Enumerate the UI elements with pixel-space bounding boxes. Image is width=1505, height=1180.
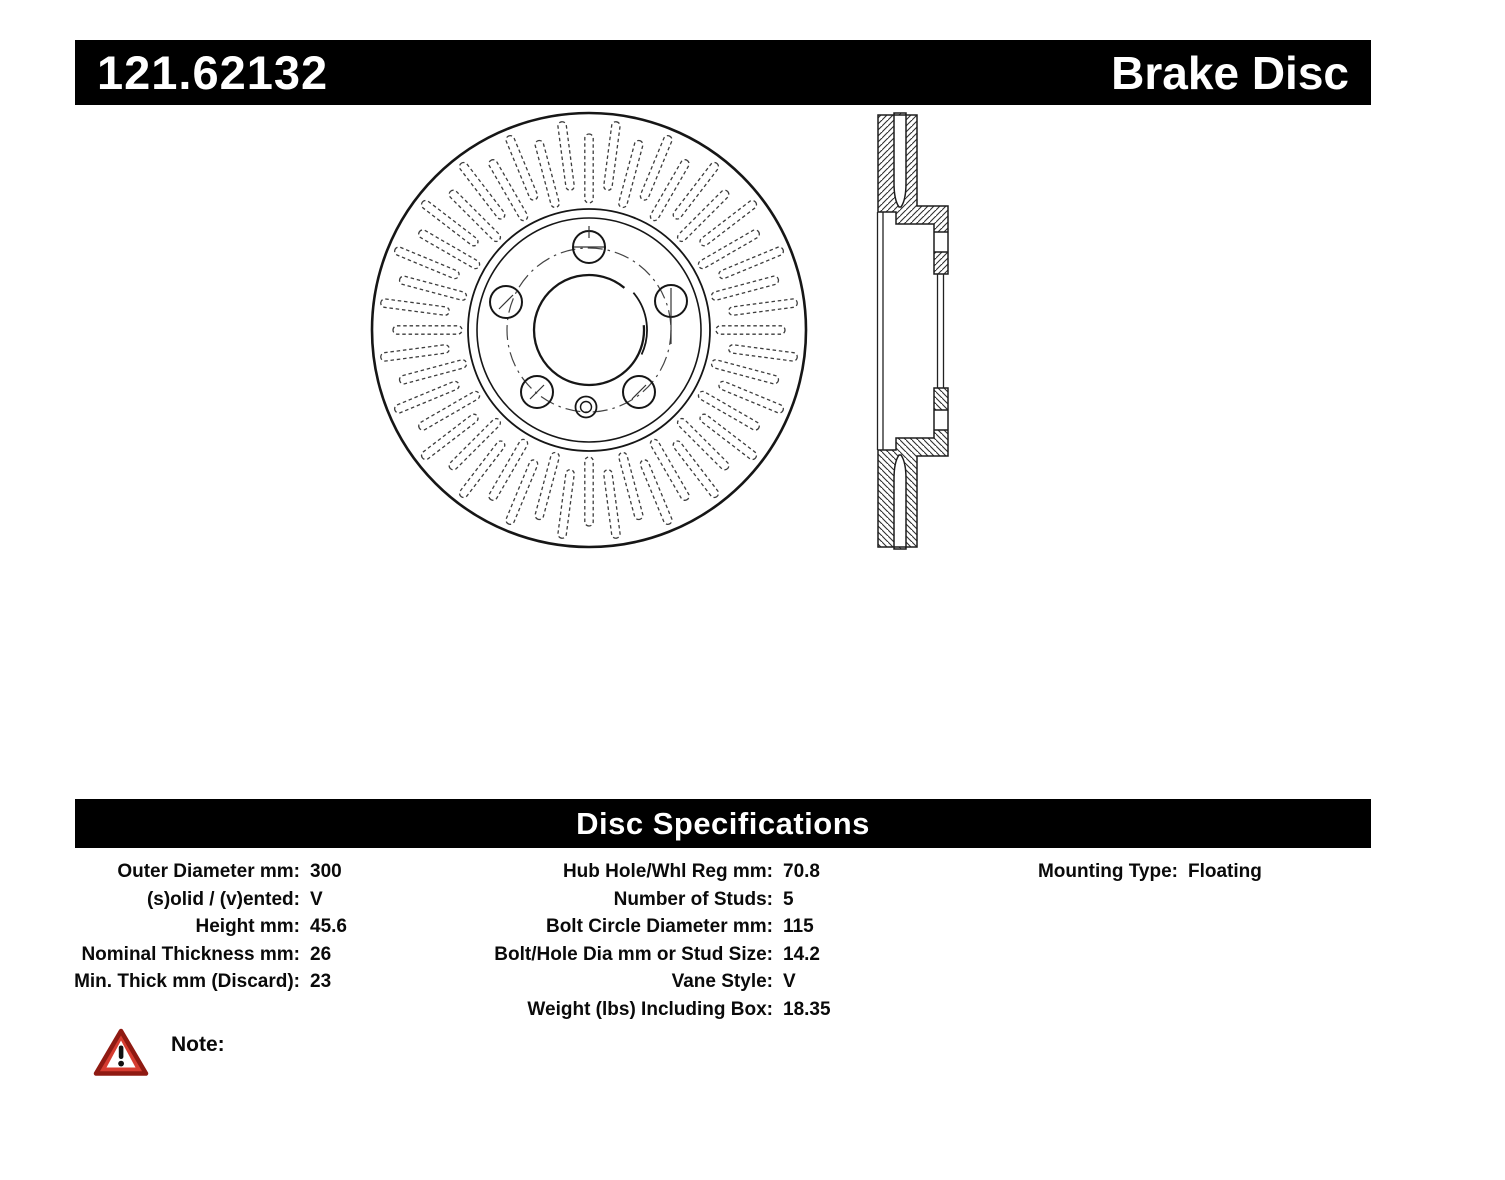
spec-value: 300 xyxy=(310,861,342,882)
vane-slot xyxy=(557,469,574,539)
rotor-outer-edge xyxy=(372,113,806,547)
vane-slot xyxy=(505,459,539,526)
spec-column-right xyxy=(905,858,1262,886)
vane-slot xyxy=(711,359,780,385)
vane-slot xyxy=(534,140,560,209)
vane-slot xyxy=(603,121,620,191)
header-bar xyxy=(75,40,1371,105)
product-title: Brake Disc xyxy=(1111,46,1349,99)
vane-slot xyxy=(393,246,460,280)
vane-slot xyxy=(447,188,502,243)
vane-slot xyxy=(676,417,731,472)
spec-label: Bolt Circle Diameter mm: xyxy=(545,916,773,937)
vane-slot xyxy=(618,452,644,521)
spec-label: Hub Hole/Whl Reg mm: xyxy=(562,861,773,882)
vane-slot xyxy=(393,326,462,334)
vane-slot xyxy=(649,438,691,502)
spec-row xyxy=(470,941,831,969)
spec-row xyxy=(470,996,831,1024)
vane-slot xyxy=(649,158,691,222)
spec-label: Nominal Thickness mm: xyxy=(81,943,300,965)
vane-slot xyxy=(718,380,785,414)
vane-slot xyxy=(399,275,468,301)
vane-slot xyxy=(639,134,673,201)
set-screw-hole xyxy=(576,397,597,418)
spec-row xyxy=(55,886,347,914)
vane-slot xyxy=(711,275,780,301)
vane-slot xyxy=(487,438,529,502)
vane-slot xyxy=(728,298,798,315)
spec-value: 14.2 xyxy=(783,943,820,965)
vane-slot xyxy=(618,140,644,209)
front-view xyxy=(372,113,806,547)
warning-triangle-icon xyxy=(93,1027,149,1078)
vane-slot xyxy=(585,134,593,203)
spec-label: Weight (lbs) Including Box: xyxy=(527,998,773,1020)
vane-ring xyxy=(380,121,798,539)
spec-column-left xyxy=(55,858,347,996)
vane-slot xyxy=(393,380,460,414)
set-screw-hole-inner xyxy=(581,402,592,413)
spec-row xyxy=(470,968,831,996)
spec-label: Number of Studs: xyxy=(613,888,773,910)
vane-slot xyxy=(676,188,731,243)
spec-value: 5 xyxy=(783,888,794,910)
vane-slot xyxy=(639,459,673,526)
spec-row xyxy=(55,968,347,996)
spec-value: 70.8 xyxy=(783,861,820,882)
spec-label: Bolt/Hole Dia mm or Stud Size: xyxy=(494,943,773,965)
vane-slot xyxy=(380,298,450,315)
center-bore xyxy=(534,275,644,385)
spec-section-bar xyxy=(75,799,1371,848)
vane-slot xyxy=(557,121,574,191)
center-bore-chamfer xyxy=(633,293,647,355)
spec-row xyxy=(55,913,347,941)
spec-label: Height mm: xyxy=(195,916,300,937)
spec-label: Mounting Type: xyxy=(1037,861,1178,882)
friction-ring-inner-edge xyxy=(468,209,710,451)
spec-value: V xyxy=(310,888,323,910)
vane-slot xyxy=(505,134,539,201)
spec-label: Min. Thick mm (Discard): xyxy=(74,971,300,992)
part-number: 121.62132 xyxy=(97,46,329,99)
vane-slot xyxy=(697,390,761,432)
spec-value: V xyxy=(783,971,796,992)
spec-value: 115 xyxy=(783,916,814,937)
vane-slot xyxy=(718,246,785,280)
spec-value: 26 xyxy=(310,943,332,965)
vane-slot xyxy=(534,452,560,521)
spec-row xyxy=(470,858,831,886)
hat-rim xyxy=(477,218,701,442)
spec-label: (s)olid / (v)ented: xyxy=(146,888,300,910)
vane-slot xyxy=(728,344,798,361)
spec-value: Floating xyxy=(1188,861,1262,882)
section-top-half xyxy=(878,113,948,274)
vane-slot xyxy=(399,359,468,385)
vane-slot xyxy=(716,326,785,334)
vane-slot xyxy=(417,390,481,432)
vane-slot xyxy=(697,228,761,270)
spec-value: 45.6 xyxy=(310,916,347,937)
spec-section-title: Disc Specifications xyxy=(576,805,870,841)
vane-slot xyxy=(380,344,450,361)
vane-slot xyxy=(417,228,481,270)
spec-column-middle xyxy=(470,858,831,1023)
cross-section-view xyxy=(878,113,949,549)
brake-disc-technical-drawing xyxy=(330,100,990,560)
spec-row xyxy=(470,886,831,914)
section-bottom-half xyxy=(878,388,948,549)
vane-slot xyxy=(603,469,620,539)
spec-row xyxy=(55,941,347,969)
vane-slot xyxy=(487,158,529,222)
spec-value: 23 xyxy=(310,971,332,992)
spec-label: Vane Style: xyxy=(671,971,773,992)
vane-slot xyxy=(447,417,502,472)
vane-slot xyxy=(585,457,593,526)
note-label: Note: xyxy=(171,1033,225,1056)
spec-row xyxy=(470,913,831,941)
rotor-section-hatched xyxy=(878,113,948,274)
spec-value: 18.35 xyxy=(783,998,831,1020)
spec-row xyxy=(55,858,347,886)
spec-row xyxy=(905,858,1262,886)
spec-label: Outer Diameter mm: xyxy=(117,861,300,882)
